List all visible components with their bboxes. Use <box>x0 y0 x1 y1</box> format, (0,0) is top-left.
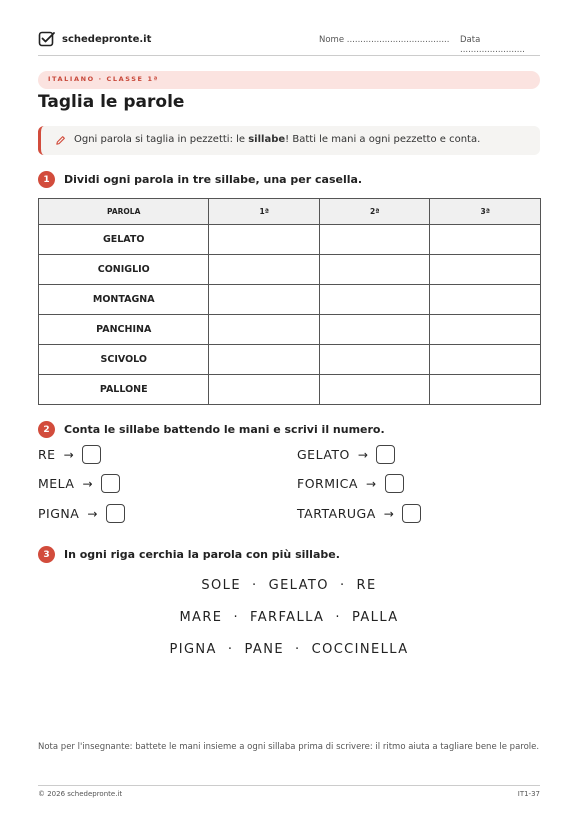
footer-copyright: © 2026 schedepronte.it <box>38 790 123 798</box>
answer-cell[interactable] <box>430 315 541 345</box>
checkbox-logo-icon <box>38 30 56 48</box>
answer-box[interactable] <box>376 445 395 464</box>
page-title: Taglia le parole <box>38 92 185 112</box>
answer-cell[interactable] <box>430 255 541 285</box>
section-3-heading <box>38 546 340 563</box>
word-cell: CONIGLIO <box>39 255 209 285</box>
footer-divider <box>38 785 540 786</box>
answer-cell[interactable] <box>209 345 320 375</box>
note-keyword: sillabe <box>248 134 286 145</box>
arrow-right-icon: → <box>87 506 98 521</box>
word-cell: MONTAGNA <box>39 285 209 315</box>
answer-cell[interactable] <box>209 255 320 285</box>
answer-box[interactable] <box>82 445 101 464</box>
subject-tag-label: ITALIANO · CLASSE 1ª <box>48 75 159 83</box>
answer-cell[interactable] <box>319 345 430 375</box>
count-item <box>297 504 421 523</box>
answer-box[interactable] <box>101 474 120 493</box>
answer-box[interactable] <box>385 474 404 493</box>
syllable-table <box>38 198 541 405</box>
answer-cell[interactable] <box>319 225 430 255</box>
answer-box[interactable] <box>106 504 125 523</box>
subject-tag <box>38 71 540 89</box>
arrow-right-icon: → <box>383 506 395 521</box>
table-row <box>39 315 541 345</box>
column-header: PAROLA <box>39 199 209 225</box>
answer-cell[interactable] <box>209 225 320 255</box>
site-logo <box>38 30 151 48</box>
column-header: 1ª <box>209 199 320 225</box>
section-label: Dividi ogni parola in tre sillabe, una per casella. <box>64 173 363 186</box>
section-label: Conta le sillabe battendo le mani e scrivi il numero. <box>64 423 385 436</box>
table-row <box>39 225 541 255</box>
section-number: 1 <box>38 171 55 188</box>
answer-cell[interactable] <box>319 285 430 315</box>
site-name: schedepronte.it <box>62 33 152 45</box>
answer-cell[interactable] <box>430 285 541 315</box>
count-item <box>297 445 395 464</box>
column-header: 3ª <box>430 199 541 225</box>
count-word: TARTARUGA <box>297 506 376 521</box>
answer-cell[interactable] <box>319 255 430 285</box>
table-row <box>39 285 541 315</box>
circle-word-row[interactable]: PIGNA · PANE · COCCINELLA <box>169 642 409 657</box>
count-item <box>38 474 120 493</box>
arrow-right-icon: → <box>63 447 75 462</box>
section-label: In ogni riga cerchia la parola con più sillabe. <box>64 548 340 561</box>
count-word: MELA <box>38 476 75 491</box>
answer-cell[interactable] <box>209 375 320 405</box>
arrow-right-icon: → <box>365 476 377 491</box>
count-word: FORMICA <box>297 476 358 491</box>
answer-cell[interactable] <box>209 315 320 345</box>
arrow-right-icon: → <box>82 476 94 491</box>
page-header <box>38 30 540 55</box>
date-field[interactable]: Data ........................ <box>460 35 525 55</box>
section-2-heading <box>38 421 385 438</box>
answer-box[interactable] <box>402 504 421 523</box>
answer-cell[interactable] <box>319 375 430 405</box>
count-word: RE <box>38 447 56 462</box>
answer-cell[interactable] <box>430 375 541 405</box>
circle-word-row[interactable]: MARE · FARFALLA · PALLA <box>179 610 399 625</box>
table-row <box>39 345 541 375</box>
count-item <box>38 445 101 464</box>
worksheet-page <box>38 0 540 819</box>
section-1-heading <box>38 171 362 188</box>
teacher-note: Nota per l'insegnante: battete le mani insieme a ogni sillaba prima di scrivere: il ritmo aiuta a tagliare bene le parole. <box>38 742 540 752</box>
count-item <box>38 504 125 523</box>
word-cell: GELATO <box>39 225 209 255</box>
word-cell: PANCHINA <box>39 315 209 345</box>
table-row <box>39 255 541 285</box>
circle-word-row[interactable]: SOLE · GELATO · RE <box>201 578 377 593</box>
arrow-right-icon: → <box>357 447 369 462</box>
answer-cell[interactable] <box>430 345 541 375</box>
footer-code: IT1-37 <box>517 790 540 798</box>
count-word: GELATO <box>297 447 350 462</box>
section-number: 3 <box>38 546 55 563</box>
pencil-icon <box>55 135 66 146</box>
word-cell: PALLONE <box>39 375 209 405</box>
header-divider <box>38 55 540 56</box>
count-item <box>297 474 404 493</box>
table-row <box>39 375 541 405</box>
name-field[interactable]: Nome ...................................... <box>319 35 450 45</box>
column-header: 2ª <box>319 199 430 225</box>
word-cell: SCIVOLO <box>39 345 209 375</box>
answer-cell[interactable] <box>430 225 541 255</box>
answer-cell[interactable] <box>209 285 320 315</box>
info-note-text: Ogni parola si taglia in pezzetti: le sillabe! Batti le mani a ogni pezzetto e conta. <box>74 134 481 145</box>
section-number: 2 <box>38 421 55 438</box>
count-word: PIGNA <box>38 506 80 521</box>
table-header-row <box>39 199 541 225</box>
answer-cell[interactable] <box>319 315 430 345</box>
info-note <box>38 126 540 155</box>
